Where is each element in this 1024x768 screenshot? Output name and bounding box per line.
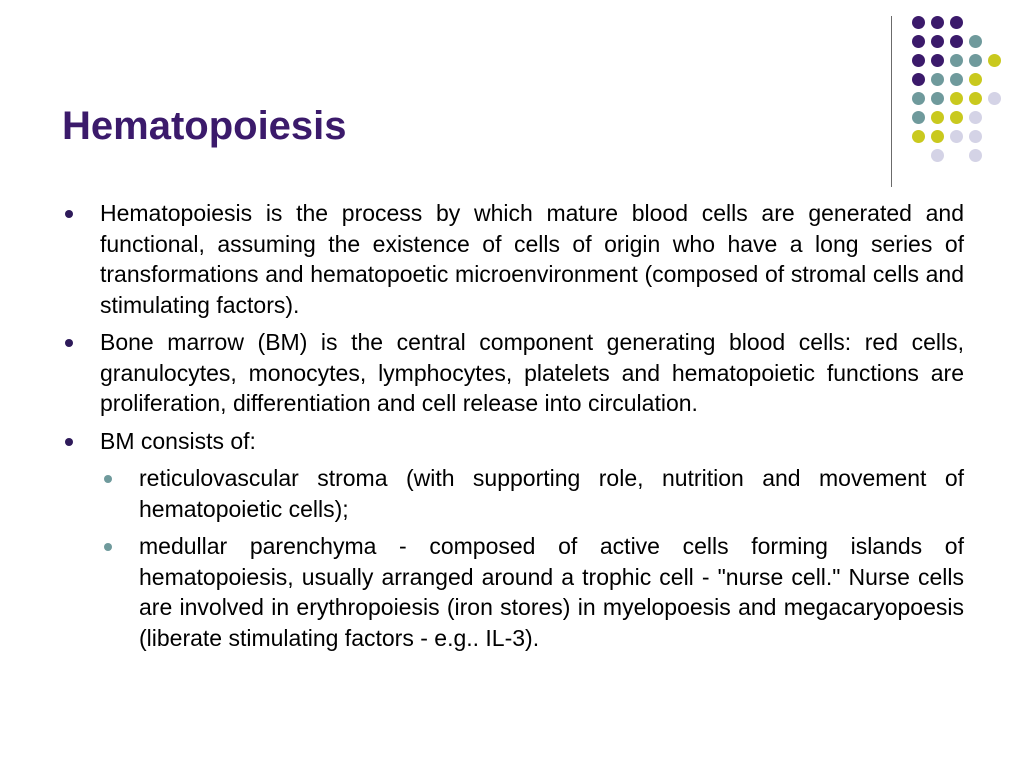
decor-dot: [912, 16, 925, 29]
decor-dot: [950, 73, 963, 86]
sub-bullet-icon: [104, 543, 112, 551]
decor-dot: [950, 16, 963, 29]
decor-dot: [931, 54, 944, 67]
decor-dot: [931, 92, 944, 105]
bullet-icon: [65, 339, 73, 347]
decor-dot: [969, 111, 982, 124]
bullet-list: [62, 198, 964, 660]
decor-dot: [931, 73, 944, 86]
decor-dot: [950, 54, 963, 67]
bullet-icon: [65, 210, 73, 218]
decor-dot: [950, 92, 963, 105]
decor-dot: [988, 54, 1001, 67]
sub-bullet-text: reticulovascular stroma (with supporting role, nutrition and movement of hematopoietic cells);: [139, 465, 964, 522]
decor-dot: [969, 130, 982, 143]
decor-dot: [988, 92, 1001, 105]
decor-dot: [969, 35, 982, 48]
bullet-text: Bone marrow (BM) is the central component generating blood cells: red cells, granulocytes, monocytes, lymphocytes, platelets and hematopoietic functions are proliferation, differentiation and cell release into circulation.: [100, 329, 964, 416]
sub-bullet-item: [62, 463, 964, 524]
decor-dot: [969, 92, 982, 105]
decor-dot: [950, 35, 963, 48]
sub-bullet-icon: [104, 475, 112, 483]
decor-dot: [912, 111, 925, 124]
bullet-item: [62, 327, 964, 419]
bullet-text: BM consists of:: [100, 427, 256, 454]
decor-dot: [931, 16, 944, 29]
decor-dot: [969, 149, 982, 162]
decor-dot: [912, 130, 925, 143]
decor-dot: [950, 130, 963, 143]
sub-bullet-item: [62, 531, 964, 653]
slide-title: Hematopoiesis: [62, 104, 347, 148]
decor-dot: [950, 111, 963, 124]
decor-dot: [931, 149, 944, 162]
decor-dot: [931, 130, 944, 143]
title-divider-line: [891, 16, 892, 187]
bullet-icon: [65, 438, 73, 446]
bullet-text: Hematopoiesis is the process by which mature blood cells are generated and functional, assuming the existence of cells of origin who have a long series of transformations and hematopoetic microenvironment (composed of stromal cells and stimulating factors).: [100, 200, 964, 318]
bullet-item: [62, 426, 964, 457]
decor-dot: [912, 73, 925, 86]
decor-dot: [912, 35, 925, 48]
bullet-item: [62, 198, 964, 320]
decor-dot: [969, 54, 982, 67]
sub-bullet-text: medullar parenchyma - composed of active cells forming islands of hematopoiesis, usually arranged around a trophic cell - "nurse cell." Nurse cells are involved in erythropoiesis (iron stores) in myelopoesis and megacaryopoesis (liberate stimulating factors - e.g.. IL-3).: [139, 533, 964, 651]
decor-dot: [912, 92, 925, 105]
decor-dot: [931, 35, 944, 48]
decor-dot: [969, 73, 982, 86]
decor-dot: [931, 111, 944, 124]
decor-dot: [912, 54, 925, 67]
